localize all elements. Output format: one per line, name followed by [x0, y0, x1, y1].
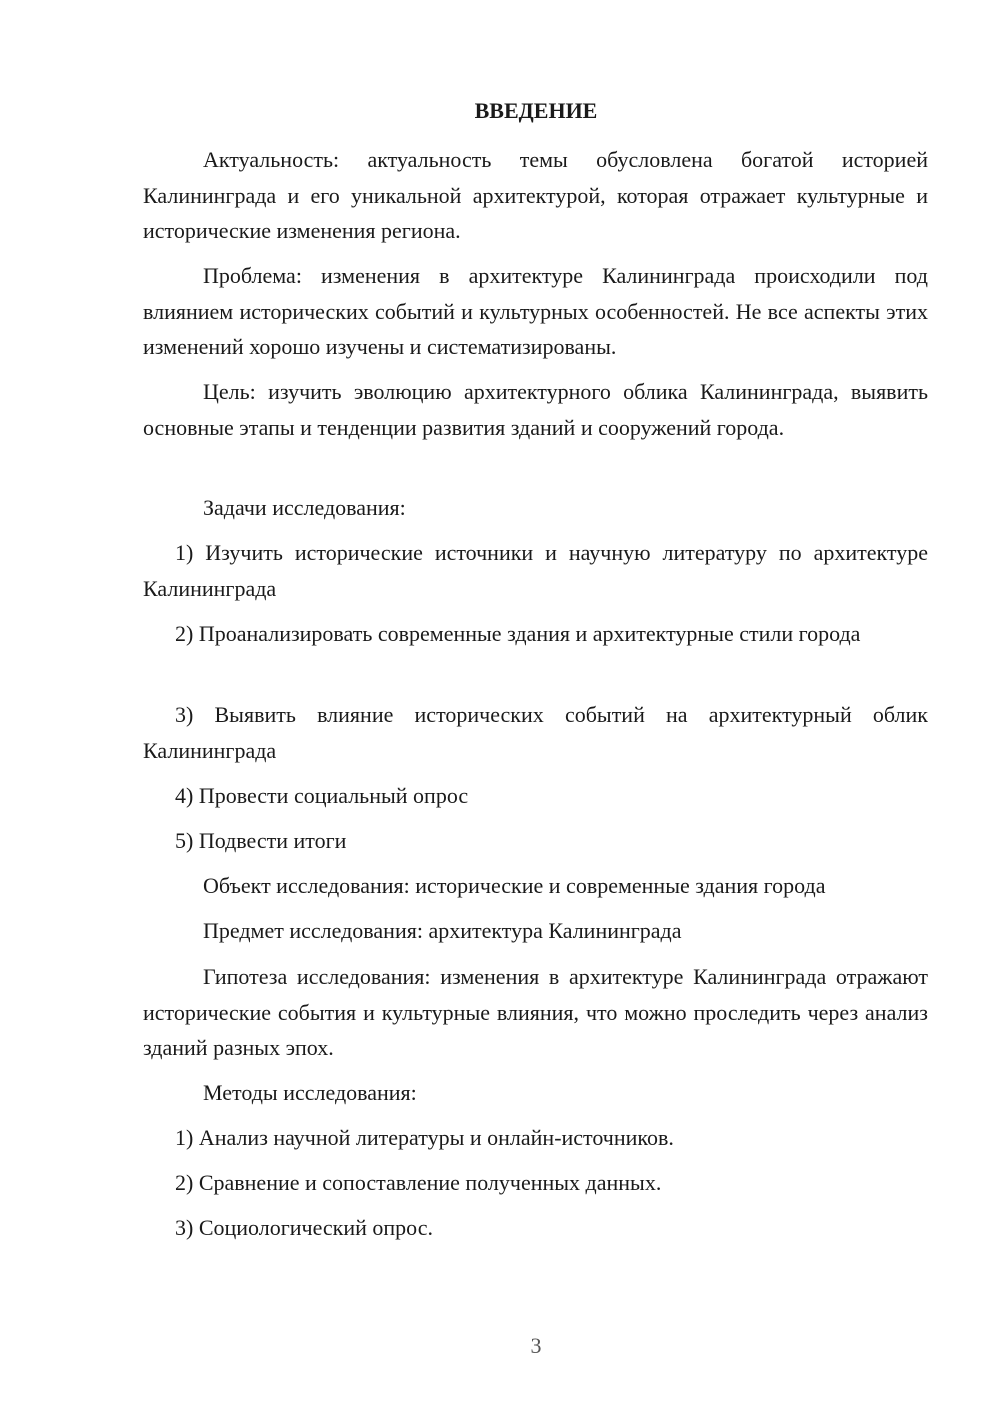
page-title: ВВЕДЕНИЕ	[474, 98, 598, 123]
task-item-5: 5) Подвести итоги	[175, 828, 347, 853]
methods-heading: Методы исследования:	[203, 1080, 417, 1105]
task-item-1: 1) Изучить исторические источники и научную литературу по архитектуре Калининграда	[143, 540, 928, 601]
page-number: 3	[530, 1333, 542, 1358]
subject-paragraph: Предмет исследования: архитектура Калининграда	[203, 918, 682, 943]
method-item-3: 3) Социологический опрос.	[175, 1215, 433, 1240]
task-item-3: 3) Выявить влияние исторических событий на архитектурный облик Калининграда	[143, 702, 928, 763]
object-paragraph: Объект исследования: исторические и современные здания города	[203, 873, 826, 898]
relevance-paragraph: Актуальность: актуальность темы обусловлена богатой историей Калининграда и его уникальной архитектурой, которая отражает культурные и исторические изменения региона.	[143, 147, 928, 243]
problem-paragraph: Проблема: изменения в архитектуре Калининграда происходили под влиянием исторических событий и культурных особенностей. Не все аспекты этих изменений хорошо изучены и систематизированы.	[143, 263, 928, 359]
tasks-heading: Задачи исследования:	[203, 495, 406, 520]
method-item-1: 1) Анализ научной литературы и онлайн-источников.	[175, 1125, 674, 1150]
goal-paragraph: Цель: изучить эволюцию архитектурного облика Калининграда, выявить основные этапы и тенденции развития зданий и сооружений города.	[143, 379, 928, 440]
hypothesis-paragraph: Гипотеза исследования: изменения в архитектуре Калининграда отражают исторические события и культурные влияния, что можно проследить через анализ зданий разных эпох.	[143, 964, 928, 1060]
task-item-2: 2) Проанализировать современные здания и архитектурные стили города	[175, 621, 861, 646]
task-item-4: 4) Провести социальный опрос	[175, 783, 469, 808]
method-item-2: 2) Сравнение и сопоставление полученных данных.	[175, 1170, 662, 1195]
